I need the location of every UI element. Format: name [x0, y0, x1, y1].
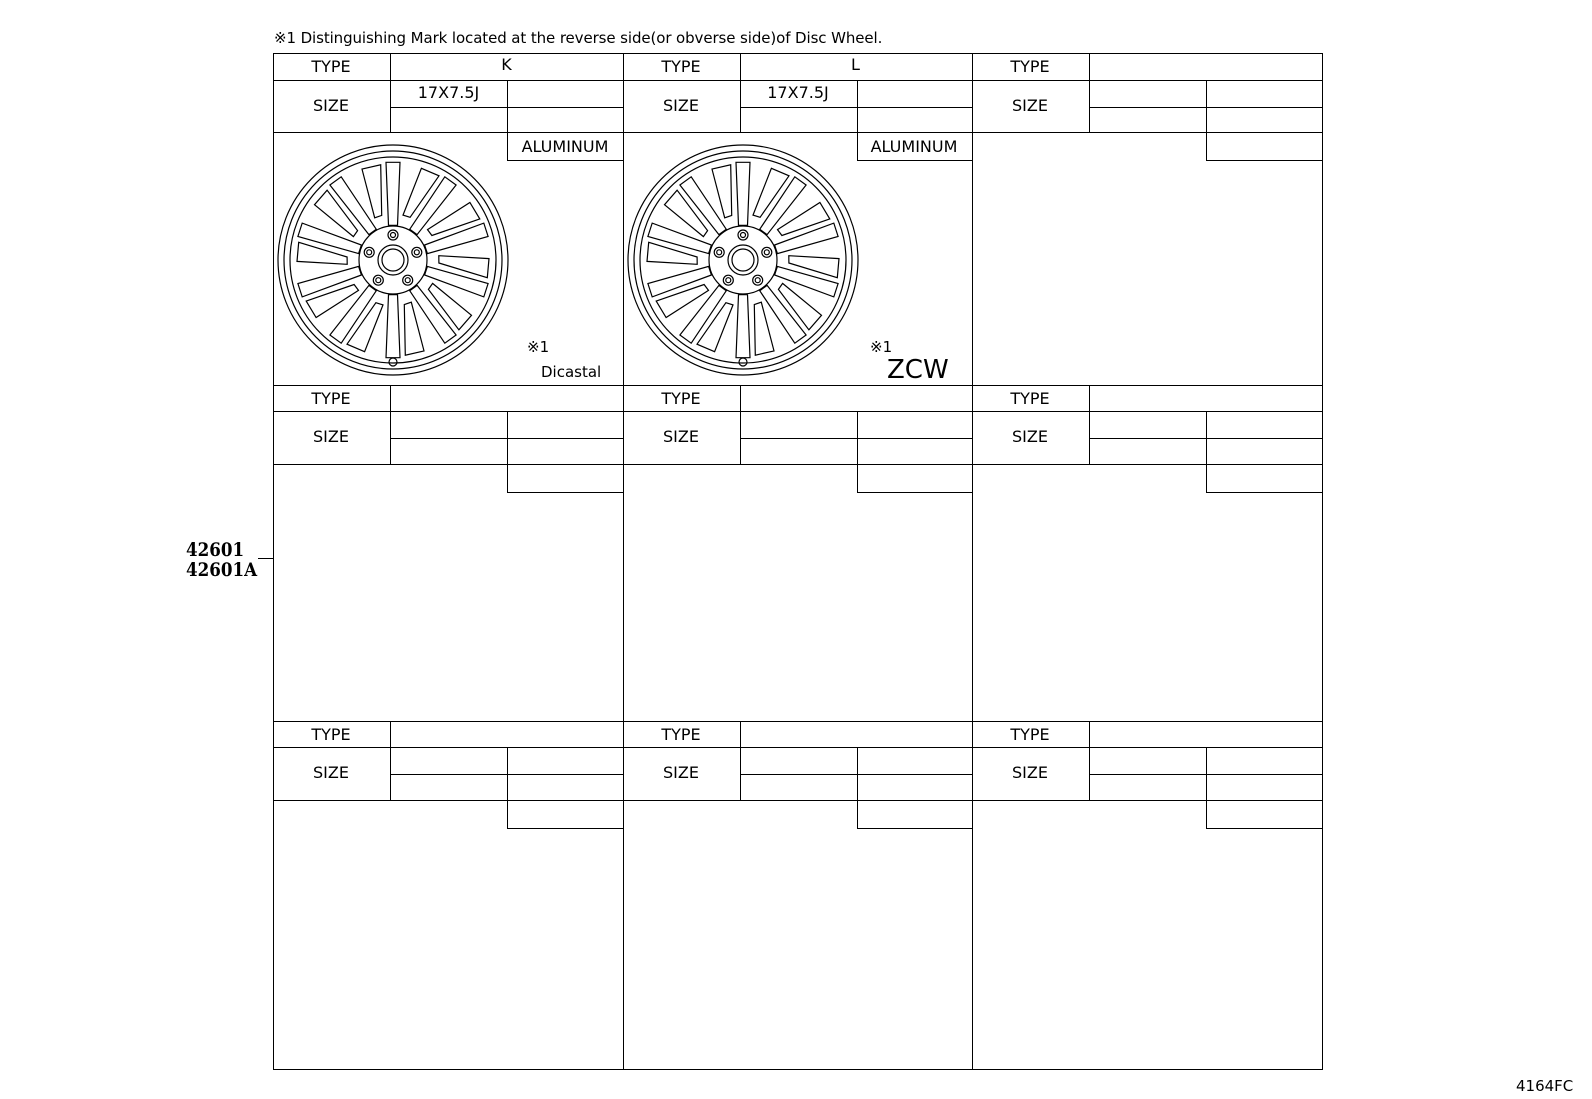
cell-5-type-label: TYPE	[1010, 389, 1050, 408]
cell-6-label-divider	[390, 721, 391, 800]
cell-k-mark-text: Dicastal	[541, 363, 602, 381]
cell-1-type-label: TYPE	[661, 57, 701, 76]
cell-l-type-value: L	[851, 55, 860, 74]
cell-1-material-box	[857, 160, 973, 161]
cell-0-size-label: SIZE	[313, 96, 349, 115]
cell-7-size-split	[740, 774, 973, 775]
cell-2-label-divider	[1089, 53, 1090, 132]
cell-6-size-split	[390, 774, 623, 775]
cell-7-label-divider	[740, 721, 741, 800]
cell-5-size-split	[1089, 438, 1322, 439]
cell-4-material-box	[857, 492, 973, 493]
cell-6-size-label: SIZE	[313, 763, 349, 782]
leader-line	[258, 558, 273, 559]
cell-2-type-label: TYPE	[1010, 57, 1050, 76]
wheel-k-icon	[273, 140, 513, 380]
row1-bottom	[273, 385, 1323, 386]
cell-7-value-divider	[857, 747, 858, 828]
cell-k-type-value: K	[501, 55, 512, 74]
cell-l-mark-text: ZCW	[887, 355, 949, 385]
cell-3-type-label: TYPE	[311, 389, 351, 408]
cell-l-material: ALUMINUM	[870, 137, 958, 156]
cell-k-size-value: 17X7.5J	[417, 83, 480, 102]
cell-2-value-divider	[1206, 80, 1207, 160]
cell-2-size-label: SIZE	[1012, 96, 1048, 115]
cell-1-size-label: SIZE	[663, 96, 699, 115]
cell-4-size-split	[740, 438, 973, 439]
column-divider-2	[972, 53, 973, 1070]
cell-8-type-label: TYPE	[1010, 725, 1050, 744]
cell-4-type-label: TYPE	[661, 389, 701, 408]
cell-5-material-box	[1206, 492, 1322, 493]
cell-0-material-box	[507, 160, 623, 161]
row3-header-bottom	[273, 800, 1323, 801]
wheel-l-icon	[623, 140, 863, 380]
cell-3-value-divider	[507, 411, 508, 492]
row1-header-bottom	[273, 132, 1323, 133]
cell-k-mark: ※1	[527, 338, 550, 356]
cell-6-type-label: TYPE	[311, 725, 351, 744]
cell-8-size-split	[1089, 774, 1322, 775]
cell-8-value-divider	[1206, 747, 1207, 828]
cell-5-label-divider	[1089, 385, 1090, 464]
cell-3-size-label: SIZE	[313, 427, 349, 446]
cell-6-material-box	[507, 828, 623, 829]
row2-type-divider	[273, 411, 1323, 412]
part-number-2: 42601A	[186, 559, 258, 581]
cell-5-size-label: SIZE	[1012, 427, 1048, 446]
cell-8-material-box	[1206, 828, 1322, 829]
cell-0-size-split	[390, 107, 623, 108]
row3-type-divider	[273, 747, 1323, 748]
cell-4-size-label: SIZE	[663, 427, 699, 446]
cell-4-label-divider	[740, 385, 741, 464]
cell-5-value-divider	[1206, 411, 1207, 492]
note-text: ※1 Distinguishing Mark located at the reverse side(or obverse side)of Disc Wheel.	[274, 29, 883, 47]
row1-type-divider	[273, 80, 1323, 81]
cell-2-material-box	[1206, 160, 1322, 161]
cell-l-size-value: 17X7.5J	[767, 83, 829, 102]
row2-bottom	[273, 721, 1323, 722]
cell-0-type-label: TYPE	[311, 57, 351, 76]
cell-7-material-box	[857, 828, 973, 829]
part-number-labels	[186, 540, 257, 580]
cell-3-size-split	[390, 438, 623, 439]
cell-1-size-split	[740, 107, 973, 108]
cell-6-value-divider	[507, 747, 508, 828]
cell-3-label-divider	[390, 385, 391, 464]
cell-k-material: ALUMINUM	[521, 137, 609, 156]
cell-8-label-divider	[1089, 721, 1090, 800]
row2-header-bottom	[273, 464, 1323, 465]
part-number-1: 42601	[186, 539, 245, 561]
cell-4-value-divider	[857, 411, 858, 492]
cell-2-size-split	[1089, 107, 1322, 108]
cell-7-type-label: TYPE	[661, 725, 701, 744]
cell-8-size-label: SIZE	[1012, 763, 1048, 782]
footer-code: 4164FC	[1516, 1077, 1574, 1095]
cell-7-size-label: SIZE	[663, 763, 699, 782]
cell-l-mark: ※1	[870, 338, 893, 356]
cell-3-material-box	[507, 492, 623, 493]
